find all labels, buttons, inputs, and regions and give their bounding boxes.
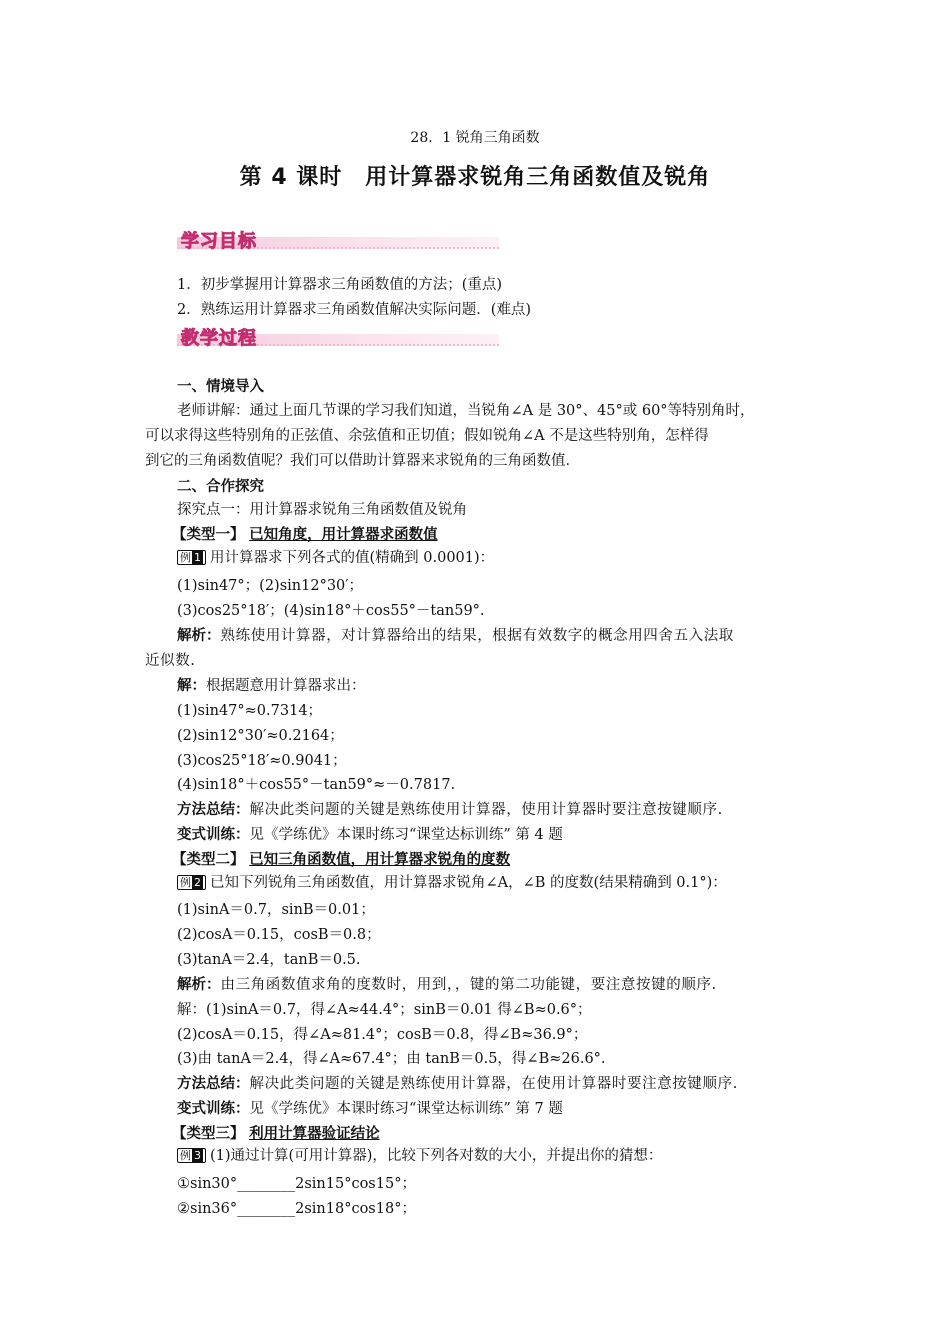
variant-training bbox=[177, 1100, 563, 1118]
goals-banner bbox=[177, 229, 499, 251]
example-badge-word: 例 bbox=[180, 1149, 191, 1162]
training-text: 见《学练优》本课时练习“课堂达标训练” 第 4 题 bbox=[249, 827, 563, 843]
example-1 bbox=[177, 549, 494, 567]
type-title: 利用计算器验证结论 bbox=[249, 1126, 380, 1142]
intro-paragraph-line-2: 可以求得这些特别角的正弦值、余弦值和正切值；假如锐角∠A 不是这些特别角，怎样得 bbox=[145, 428, 709, 444]
explore-point: 探究点一：用计算器求锐角三角函数值及锐角 bbox=[177, 502, 467, 518]
question-line: (2)cosA＝0.15，cosB＝0.8； bbox=[177, 927, 381, 943]
method-text: 解决此类问题的关键是熟练使用计算器，在使用计算器时要注意按键顺序. bbox=[249, 1076, 738, 1092]
lesson-title: 第 4 课时 用计算器求锐角三角函数值及锐角 bbox=[239, 165, 711, 190]
section-1-heading: 一、情境导入 bbox=[177, 379, 264, 395]
solution-text: 根据题意用计算器求出： bbox=[206, 678, 366, 694]
solution-label: 解： bbox=[177, 678, 206, 694]
type-3-heading bbox=[172, 1125, 380, 1143]
variant-training bbox=[177, 826, 563, 844]
answer-line: (1)sin47°≈0.7314； bbox=[177, 703, 323, 719]
example-badge-number: 3 bbox=[194, 1149, 201, 1162]
answer-line: (2)cosA＝0.15，得∠A≈81.4°；cosB＝0.8，得∠B≈36.9°； bbox=[177, 1027, 588, 1043]
chapter-header: 28．1 锐角三角函数 bbox=[410, 130, 540, 146]
answer-line: (4)sin18°＋cos55°－tan59°≈－0.7817. bbox=[177, 777, 456, 793]
goals-banner-label: 学习目标 bbox=[181, 231, 257, 252]
method-text: 解决此类问题的关键是熟练使用计算器，使用计算器时要注意按键顺序. bbox=[249, 802, 723, 818]
answer-line: (2)sin12°30′≈0.2164； bbox=[177, 728, 344, 744]
intro-paragraph-line-3: 到它的三角函数值呢？我们可以借助计算器来求锐角的三角函数值． bbox=[145, 453, 580, 469]
type-2-heading bbox=[172, 851, 510, 869]
goal-item-2: 2．熟练运用计算器求三角函数值解决实际问题．(难点) bbox=[177, 302, 532, 318]
method-label: 方法总结： bbox=[177, 1076, 250, 1092]
method-summary bbox=[177, 801, 723, 819]
analysis-line-1 bbox=[177, 627, 734, 645]
type-1-heading bbox=[172, 526, 438, 544]
analysis-text: 由三角函数值求角的度数时，用到，，键的第二功能键，要注意按键的顺序. bbox=[220, 977, 717, 993]
analysis-line-2: 近似数. bbox=[145, 653, 196, 669]
analysis-label: 解析： bbox=[177, 977, 221, 993]
question-line: ①sin30°________2sin15°cos15°； bbox=[177, 1176, 416, 1192]
method-summary bbox=[177, 1075, 738, 1093]
type-title: 已知角度，用计算器求函数值 bbox=[249, 527, 438, 543]
solution-intro bbox=[177, 677, 366, 695]
analysis-label: 解析： bbox=[177, 628, 221, 644]
intro-paragraph-line-1: 老师讲解：通过上面几节课的学习我们知道，当锐角∠A 是 30°、45°或 60°等特别角时， bbox=[177, 403, 755, 419]
training-text: 见《学练优》本课时练习“课堂达标训练” 第 7 题 bbox=[249, 1101, 563, 1117]
analysis-line bbox=[177, 976, 717, 994]
training-label: 变式训练： bbox=[177, 827, 250, 843]
type-tag: 【类型一】 bbox=[172, 527, 245, 543]
training-label: 变式训练： bbox=[177, 1101, 250, 1117]
example-3 bbox=[177, 1147, 662, 1165]
example-badge bbox=[177, 1148, 206, 1163]
type-tag: 【类型三】 bbox=[172, 1126, 245, 1142]
example-badge bbox=[177, 550, 206, 565]
analysis-text: 熟练使用计算器，对计算器给出的结果，根据有效数字的概念用四舍五入法取 bbox=[220, 628, 734, 644]
example-text: 已知下列锐角三角函数值，用计算器求锐角∠A，∠B 的度数(结果精确到 0.1°)： bbox=[210, 875, 727, 891]
answer-line: (3)由 tanA＝2.4，得∠A≈67.4°；由 tanB＝0.5，得∠B≈26.6°. bbox=[177, 1051, 606, 1067]
question-line: (1)sin47°；(2)sin12°30′； bbox=[177, 578, 364, 594]
type-title: 已知三角函数值，用计算器求锐角的度数 bbox=[249, 852, 511, 868]
process-banner bbox=[177, 326, 499, 348]
example-badge-word: 例 bbox=[180, 876, 191, 889]
question-line: (3)cos25°18′；(4)sin18°＋cos55°－tan59°. bbox=[177, 603, 485, 619]
example-badge-number: 1 bbox=[194, 551, 201, 564]
example-badge bbox=[177, 875, 206, 890]
type-tag: 【类型二】 bbox=[172, 852, 245, 868]
method-label: 方法总结： bbox=[177, 802, 250, 818]
question-line: ②sin36°________2sin18°cos18°； bbox=[177, 1201, 416, 1217]
answer-line: 解：(1)sinA＝0.7，得∠A≈44.4°；sinB＝0.01 得∠B≈0.6°； bbox=[177, 1002, 592, 1018]
answer-line: (3)cos25°18′≈0.9041； bbox=[177, 753, 347, 769]
example-badge-number: 2 bbox=[194, 876, 201, 889]
goal-item-1: 1．初步掌握用计算器求三角函数值的方法；(重点) bbox=[177, 277, 503, 293]
example-text: (1)通过计算(可用计算器)，比较下列各对数的大小，并提出你的猜想： bbox=[210, 1148, 663, 1164]
section-2-heading: 二、合作探究 bbox=[177, 479, 264, 495]
process-banner-label: 教学过程 bbox=[181, 328, 257, 349]
question-line: (1)sinA＝0.7，sinB＝0.01； bbox=[177, 902, 375, 918]
question-line: (3)tanA＝2.4，tanB＝0.5. bbox=[177, 952, 361, 968]
example-2 bbox=[177, 874, 727, 892]
example-text: 用计算器求下列各式的值(精确到 0.0001)： bbox=[210, 550, 495, 566]
example-badge-word: 例 bbox=[180, 551, 191, 564]
